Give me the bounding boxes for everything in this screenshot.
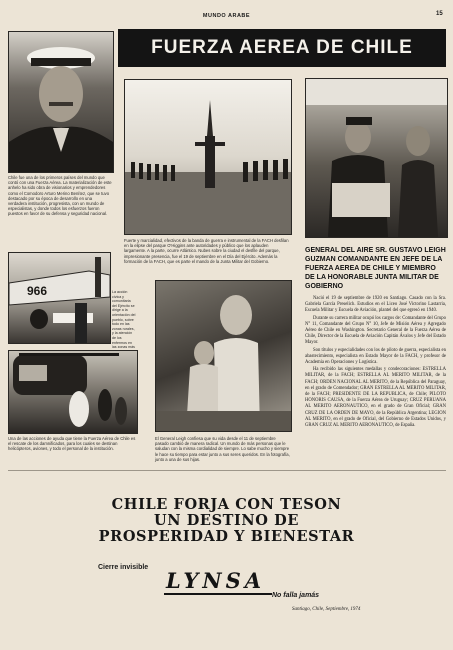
advert-tagline-left: Cierre invisible xyxy=(98,564,149,571)
medical-aid-photo xyxy=(8,252,111,344)
banner-title: FUERZA AEREA DE CHILE xyxy=(118,29,446,67)
article-paragraph: Son títulos y especialidades con los de piloto de guerra, especialista en abastecimiento, especialista en Estado Mayor de la FACH, y profesor de Academia en Operaciones y Logística. xyxy=(305,347,446,366)
general-with-daughter-caption: El General Leigh confiesa que su vida desde el 11 de septiembre pasado cambió de manera radical. Un mundo de más personas que le saludan con la misma cordialidad de siempre. Lo sabe mucho y siempre le hace su tiempo para estar junto a sus seres queridos. En la fotografía, junto a una de sus hijas. xyxy=(155,436,290,462)
officer-portrait-photo xyxy=(8,31,114,173)
advert-slogan-line: CHILE FORJA CON TESON xyxy=(111,496,342,513)
svg-text:966: 966 xyxy=(27,284,48,298)
advert-slogan-line: PROSPERIDAD Y BIENESTAR xyxy=(98,528,355,545)
brand-underline xyxy=(164,593,272,595)
general-with-daughter-photo xyxy=(155,280,292,432)
portrait-caption: Chile fue una de los primeros países del mundo que contó con una Fuerza Aérea. La materialización de este anhelo ha sido obra de visionarios y emprendedores como el Comodoro Arturo Merino Benítez, que se tuvo destacado por su época de desarrollo en una verdadera institución, progresista, con un mundo de especialistas, y donde todos los esfuerzos fueron puestos en favor de su defensa y seguridad nacional. xyxy=(8,175,112,217)
advert-dateline: Santiago, Chile, Septiembre, 1974 xyxy=(292,607,361,612)
article-paragraph: Durante su carrera militar ocupó los cargos de: Comandante del Grupo N° 11, Comandante del Grupo N° 10, Jefe de Misión Aérea y Agregado Aéreo de Chile en Washington. Secretario General de la Fuerza Aérea de Chile, Director de la Escuela de Aviación Capitán Ávalos y Jefe del Estado Mayor. xyxy=(305,315,446,346)
page-number: 15 xyxy=(436,11,443,17)
parade-photo xyxy=(124,79,292,235)
medical-aid-caption: La acción cívica y comunitaria del Ejército se dirige a la orientación del pueblo, sobre todo en las zonas rurales, y la atención de los enfermos en las zonas más xyxy=(112,290,136,350)
article-headline: GENERAL DEL AIRE SR. GUSTAVO LEIGH GUZMAN COMANDANTE EN JEFE DE LA FUERZA AEREA DE CHILE Y MIEMBRO DE LA HONORABLE JUNTA MILITAR DE GOBIERNO xyxy=(305,247,446,290)
publication-name: MUNDO ARABE xyxy=(202,13,251,19)
article-paragraph: Ha recibido las siguientes medallas y condecoraciones: ESTRELLA MILITAR, de la FACH; ESTRELLA AL MERITO MILITAR, de la FACH; ORDEN NACIONAL AL MERITO, de la República del Paraguay, en el grado de Comendador; GRAN ESTRELLA AL MERITO MILITAR, de la FACH; PRESIDENTE DE LA REPUBLICA, de Chile; PILOTO HONORIS CAUSA, de la Fuerza Aérea de Uruguay; CRUZ PERUANA AL MERITO AERONAUTICO, en el grado de Gran Oficial; GRAN CRUZ DE LA ORDEN DE MAYO, de la República Argentina; LEGION AL MERITO, en el grado de Oficial, del Gobierno de Estados Unidos, y GRAN CRUZ AL MERITO AERONAUTICO, de España. xyxy=(305,367,446,429)
helicopter-rescue-photo xyxy=(8,350,138,434)
helicopter-rescue-caption: Una de las acciones de ayuda que tiene la Fuerza Aérea de Chile es el rescate de los damnificados, para los cuales se destinan helicópteros, aviones, y todo el personal de la institución. xyxy=(8,436,136,452)
parade-caption: Fuerte y marcialidad, efectivos de la banda de guerra e instrumental de la FACH desfilan en la elipse del parque O'Higgins ante autoridades y público que los aplauden largamente. A la parte, ocurre Atlántico. Nubes sobre la ciudad el desfile del parque, impresionante presencia, fue el 19 de septiembre en el Día del Ejército. Además la formación de la FACH, que es parte el mando de la Junta Militar del Gobierno. xyxy=(124,238,289,264)
advert-tagline-right: No falla jamás xyxy=(272,592,320,599)
section-divider xyxy=(8,470,446,471)
advert-brand-logo: LYNSA xyxy=(166,568,266,593)
junta-ceremony-photo xyxy=(305,78,448,238)
article-paragraph: Nació el 19 de septiembre de 1920 en Santiago. Casado con la Sra. Gabriela García Preselich. Estudios en el Liceo José Victorino Lastarria, Escuela Militar y Escuela de Aviación, plantel del que egresó en 1940. xyxy=(305,296,446,314)
advert-slogan-line: UN DESTINO DE xyxy=(154,512,299,529)
article-body xyxy=(305,296,446,436)
